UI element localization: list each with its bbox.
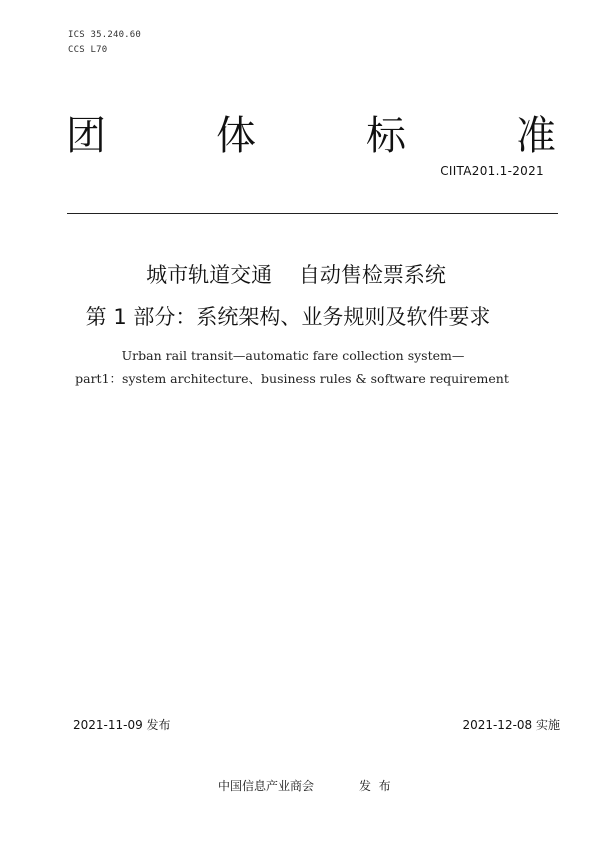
title-char: 体 [216, 113, 256, 159]
standard-number: CIITA201.1-2021 [440, 164, 544, 178]
title-char: 标 [366, 113, 406, 159]
issue-action: 发 布 [359, 779, 391, 793]
standard-type-title [66, 113, 556, 159]
issuing-organization: 中国信息产业商会 [218, 779, 315, 793]
ics-code: ICS 35.240.60 [68, 30, 142, 40]
chinese-title-line-2: 第 1 部分：系统架构、业务规则及软件要求 [85, 305, 491, 329]
implementation-date: 2021-12-08 实施 [462, 718, 560, 732]
title-char: 团 [66, 113, 106, 159]
ccs-code: CCS L70 [68, 45, 108, 55]
title-char: 准 [516, 113, 556, 159]
english-title-line-1: Urban rail transit—automatic fare collection system— [121, 348, 465, 363]
english-title-line-2: part1：system architecture、business rules & software requirement [75, 371, 509, 386]
publish-date: 2021-11-09 发布 [73, 718, 171, 732]
divider [67, 213, 558, 214]
chinese-title-line-1: 城市轨道交通 自动售检票系统 [146, 263, 446, 287]
